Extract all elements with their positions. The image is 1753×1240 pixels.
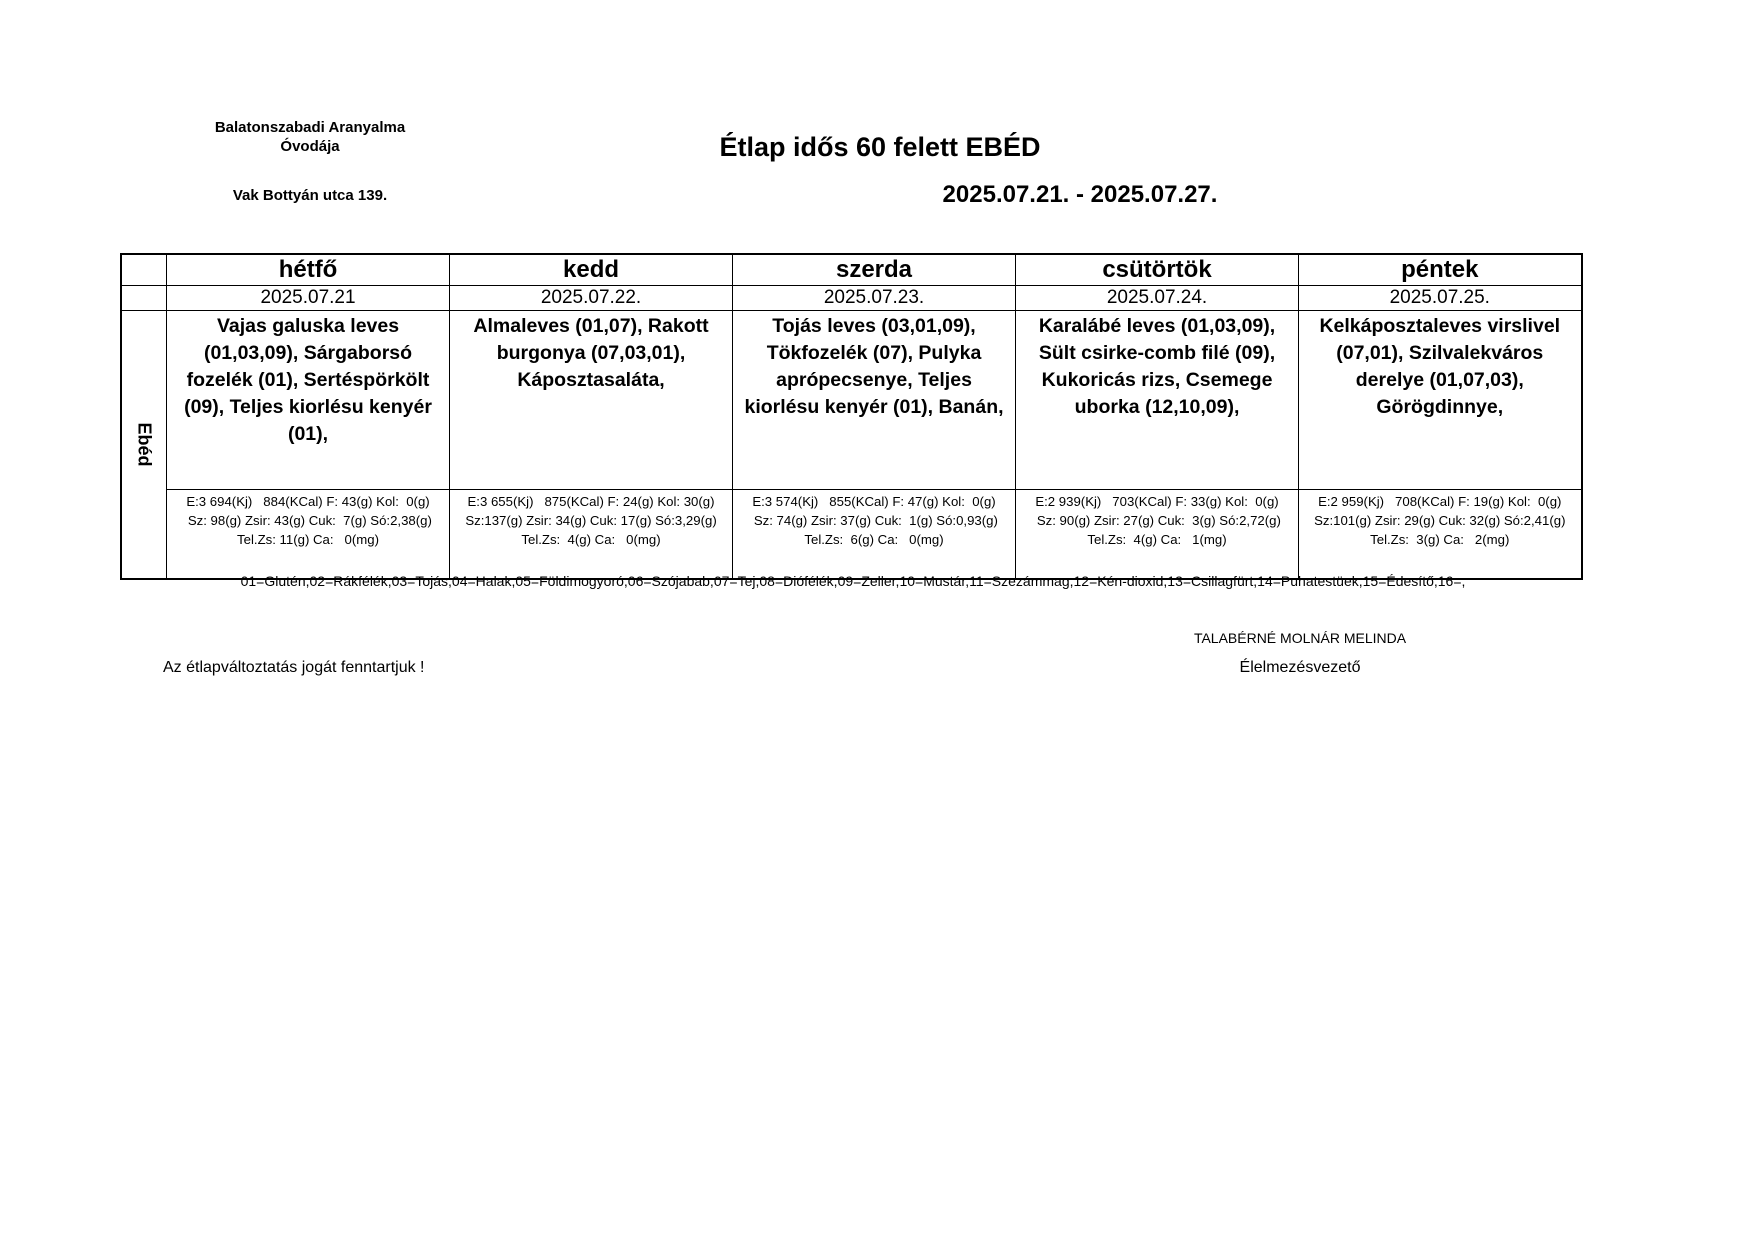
day-date: 2025.07.25.	[1299, 286, 1582, 311]
meal-label: Ebéd	[134, 422, 155, 467]
menu-items: Tojás leves (03,01,09), Tökfozelék (07), Pulyka aprópecsenye, Teljes kiorlésu kenyér (01), Banán,	[733, 311, 1016, 490]
nutrition-info: E:3 655(Kj) 875(KCal) F: 24(g) Kol: 30(g) Sz:137(g) Zsir: 34(g) Cuk: 17(g) Só:3,29(g) Tel.Zs: 4(g) Ca: 0(mg)	[450, 490, 733, 580]
day-date: 2025.07.22.	[450, 286, 733, 311]
day-name: szerda	[733, 254, 1016, 286]
school-address: Vak Bottyán utca 139.	[232, 187, 388, 204]
nutrition-info: E:3 574(Kj) 855(KCal) F: 47(g) Kol: 0(g) Sz: 74(g) Zsir: 37(g) Cuk: 1(g) Só:0,93(g) Tel.Zs: 6(g) Ca: 0(mg)	[733, 490, 1016, 580]
school-name	[160, 118, 460, 156]
allergen-legend: 01=Glutén,02=Rákfélék,03=Tojás,04=Halak,05=Földimogyoró,06=Szójabab,07=Tej,08=Diófélék,09=Zeller,10=Mustár,11=Szezámmag,12=Kén-dioxid,13=Csillagfürt,14=Puhatestüek,15=Édesítő,16=,	[240, 573, 1466, 589]
day-name: kedd	[450, 254, 733, 286]
menu-items: Almaleves (01,07), Rakott burgonya (07,03,01), Káposztasaláta,	[450, 311, 733, 490]
nutrition-info: E:3 694(Kj) 884(KCal) F: 43(g) Kol: 0(g) Sz: 98(g) Zsir: 43(g) Cuk: 7(g) Só:2,38(g) Tel.Zs: 11(g) Ca: 0(mg)	[167, 490, 450, 580]
corner-cell	[121, 286, 167, 311]
meal-label-cell	[121, 311, 167, 580]
day-date: 2025.07.24.	[1016, 286, 1299, 311]
date-range: 2025.07.21. - 2025.07.27.	[942, 181, 1218, 208]
day-date: 2025.07.21	[167, 286, 450, 311]
signer-name: TALABÉRNÉ MOLNÁR MELINDA	[1193, 630, 1407, 646]
menu-row	[121, 311, 1582, 490]
day-name: hétfő	[167, 254, 450, 286]
menu-table	[120, 253, 1583, 580]
school-name-line1: Balatonszabadi Aranyalma	[214, 119, 406, 136]
nutrition-row	[121, 490, 1582, 580]
signer-role: Élelmezésvezető	[1239, 659, 1361, 676]
day-name: csütörtök	[1016, 254, 1299, 286]
nutrition-info: E:2 939(Kj) 703(KCal) F: 33(g) Kol: 0(g) Sz: 90(g) Zsir: 27(g) Cuk: 3(g) Só:2,72(g) Tel.Zs: 4(g) Ca: 1(mg)	[1016, 490, 1299, 580]
nutrition-info: E:2 959(Kj) 708(KCal) F: 19(g) Kol: 0(g) Sz:101(g) Zsir: 29(g) Cuk: 32(g) Só:2,41(g) Tel.Zs: 3(g) Ca: 2(mg)	[1299, 490, 1582, 580]
school-name-line2: Óvodája	[280, 138, 340, 155]
page-title: Étlap idős 60 felett EBÉD	[719, 132, 1041, 162]
day-date-row	[121, 286, 1582, 311]
menu-items: Karalábé leves (01,03,09), Sült csirke-comb filé (09), Kukoricás rizs, Csemege uborka (12,10,09),	[1016, 311, 1299, 490]
day-date: 2025.07.23.	[733, 286, 1016, 311]
day-name-row	[121, 254, 1582, 286]
menu-items: Kelkáposztaleves virslivel (07,01), Szilvalekváros derelye (01,07,03), Görögdinnye,	[1299, 311, 1582, 490]
menu-items: Vajas galuska leves (01,03,09), Sárgaborsó fozelék (01), Sertéspörkölt (09), Teljes kiorlésu kenyér (01),	[167, 311, 450, 490]
change-notice: Az étlapváltoztatás jogát fenntartjuk !	[163, 659, 425, 676]
corner-cell	[121, 254, 167, 286]
day-name: péntek	[1299, 254, 1582, 286]
